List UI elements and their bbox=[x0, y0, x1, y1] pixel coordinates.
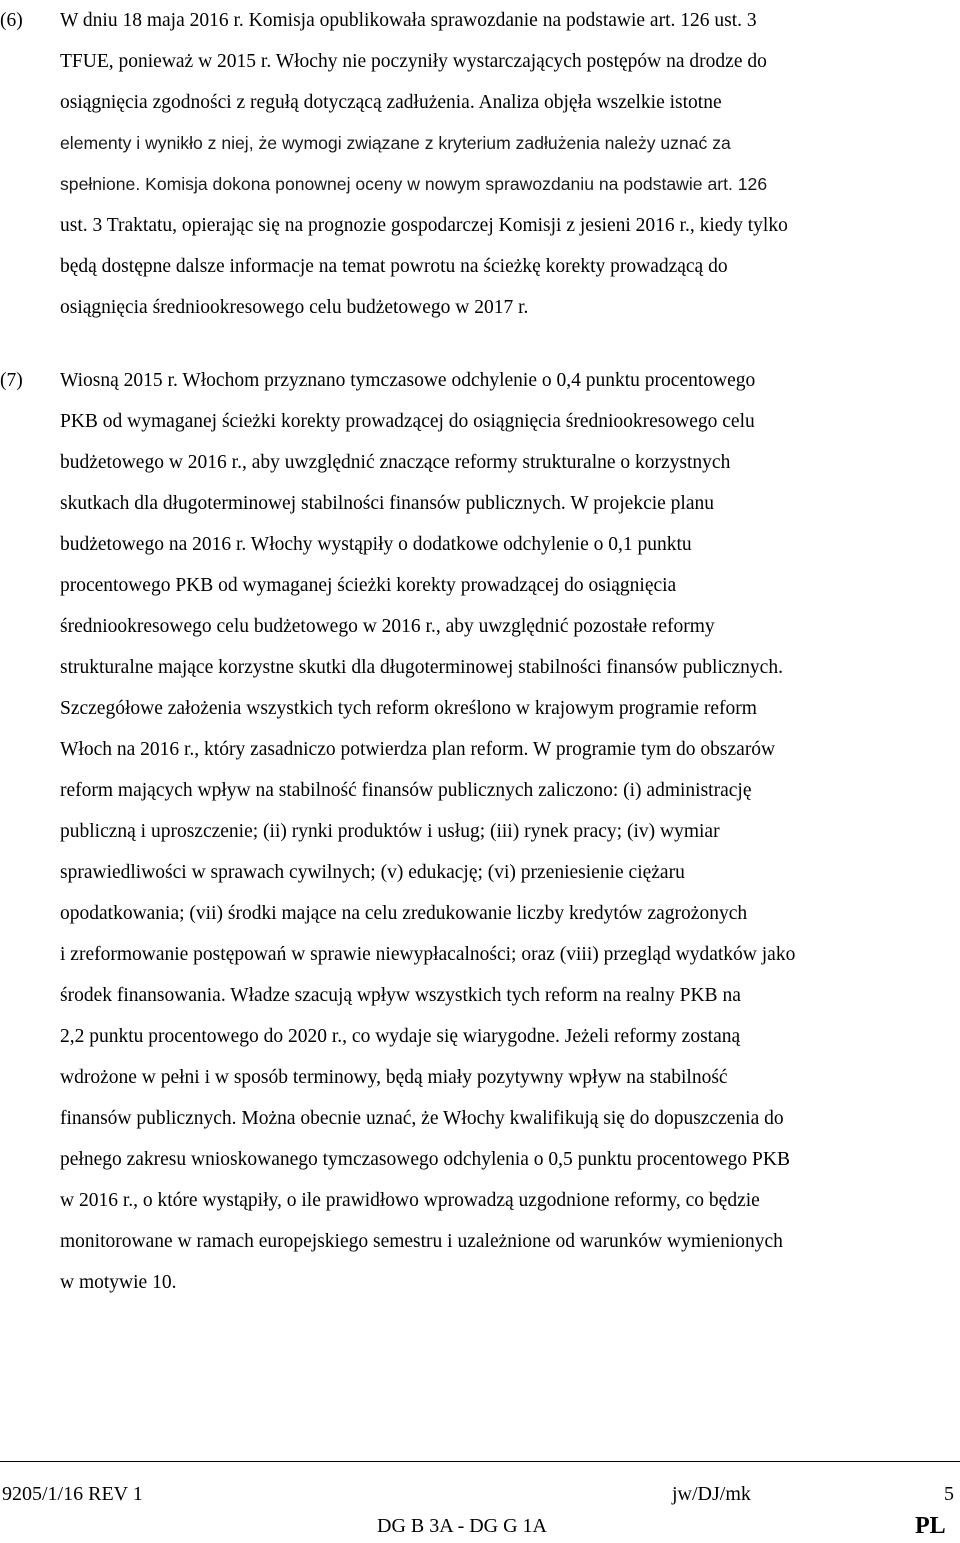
text-line: pełnego zakresu wnioskowanego tymczasowego odchylenia o 0,5 punktu procentowego PKB bbox=[60, 1149, 790, 1170]
text-line: w 2016 r., o które wystąpiły, o ile prawidłowo wprowadzą uzgodnione reformy, co będzie bbox=[60, 1190, 760, 1211]
text-line: spełnione. Komisja dokona ponownej oceny w nowym sprawozdaniu na podstawie art. 126 bbox=[60, 174, 768, 194]
text-line: będą dostępne dalsze informacje na temat powrotu na ścieżkę korekty prowadzącą do bbox=[60, 256, 728, 277]
text-line: budżetowego na 2016 r. Włochy wystąpiły o dodatkowe odchylenie o 0,1 punktu bbox=[60, 534, 692, 555]
text-line: Szczegółowe założenia wszystkich tych reform określono w krajowym programie reform bbox=[60, 698, 757, 719]
text-line: 2,2 punktu procentowego do 2020 r., co wydaje się wiarygodne. Jeżeli reformy zostaną bbox=[60, 1026, 741, 1047]
text-line: osiągnięcia średniookresowego celu budżetowego w 2017 r. bbox=[60, 297, 529, 318]
paragraph-number: (6) bbox=[0, 10, 23, 31]
text-line: średniookresowego celu budżetowego w 2016 r., aby uwzględnić pozostałe reformy bbox=[60, 616, 715, 637]
text-line: elementy i wynikło z niej, że wymogi związane z kryterium zadłużenia należy uznać za bbox=[60, 133, 731, 153]
text-line: w motywie 10. bbox=[60, 1272, 177, 1293]
text-line: W dniu 18 maja 2016 r. Komisja opublikowała sprawozdanie na podstawie art. 126 ust. 3 bbox=[60, 10, 757, 31]
page-number: 5 bbox=[944, 1483, 954, 1505]
document-reference: 9205/1/16 REV 1 bbox=[2, 1483, 143, 1505]
text-line: procentowego PKB od wymaganej ścieżki korekty prowadzącej do osiągnięcia bbox=[60, 575, 677, 596]
text-line: strukturalne mające korzystne skutki dla długoterminowej stabilności finansów publicznych. bbox=[60, 657, 783, 678]
footer-divider bbox=[0, 1461, 960, 1462]
directorate-general: DG B 3A - DG G 1A bbox=[377, 1515, 547, 1537]
text-line: publiczną i uproszczenie; (ii) rynki produktów i usług; (iii) rynek pracy; (iv) wymiar bbox=[60, 821, 720, 842]
text-line: monitorowane w ramach europejskiego semestru i uzależnione od warunków wymienionych bbox=[60, 1231, 783, 1252]
paragraph-body bbox=[60, 0, 960, 328]
author-initials: jw/DJ/mk bbox=[672, 1483, 751, 1505]
text-line: ust. 3 Traktatu, opierając się na prognozie gospodarczej Komisji z jesieni 2016 r., kiedy tylko bbox=[60, 215, 788, 236]
text-line: środek finansowania. Władze szacują wpływ wszystkich tych reform na realny PKB na bbox=[60, 985, 741, 1006]
paragraph-number: (7) bbox=[0, 370, 23, 391]
text-line: wdrożone w pełni i w sposób terminowy, będą miały pozytywny wpływ na stabilność bbox=[60, 1067, 728, 1088]
paragraph-body bbox=[60, 360, 960, 1303]
text-line: TFUE, ponieważ w 2015 r. Włochy nie poczyniły wystarczających postępów na drodze do bbox=[60, 51, 767, 72]
text-line: osiągnięcia zgodności z regułą dotyczącą zadłużenia. Analiza objęła wszelkie istotne bbox=[60, 92, 722, 113]
text-line: Włoch na 2016 r., który zasadniczo potwierdza plan reform. W programie tym do obszarów bbox=[60, 739, 776, 760]
text-line: reform mających wpływ na stabilność finansów publicznych zaliczono: (i) administrację bbox=[60, 780, 752, 801]
text-line: Wiosną 2015 r. Włochom przyznano tymczasowe odchylenie o 0,4 punktu procentowego bbox=[60, 370, 756, 391]
text-line: i zreformowanie postępowań w sprawie niewypłacalności; oraz (viii) przegląd wydatków jako bbox=[60, 944, 796, 965]
text-line: opodatkowania; (vii) środki mające na celu zredukowanie liczby kredytów zagrożonych bbox=[60, 903, 748, 924]
text-line: sprawiedliwości w sprawach cywilnych; (v) edukację; (vi) przeniesienie ciężaru bbox=[60, 862, 685, 883]
text-line: PKB od wymaganej ścieżki korekty prowadzącej do osiągnięcia średniookresowego celu bbox=[60, 411, 755, 432]
text-line: finansów publicznych. Można obecnie uznać, że Włochy kwalifikują się do dopuszczenia do bbox=[60, 1108, 784, 1129]
text-line: skutkach dla długoterminowej stabilności finansów publicznych. W projekcie planu bbox=[60, 493, 715, 514]
text-line: budżetowego w 2016 r., aby uwzględnić znaczące reformy strukturalne o korzystnych bbox=[60, 452, 731, 473]
language-code: PL bbox=[915, 1513, 946, 1539]
